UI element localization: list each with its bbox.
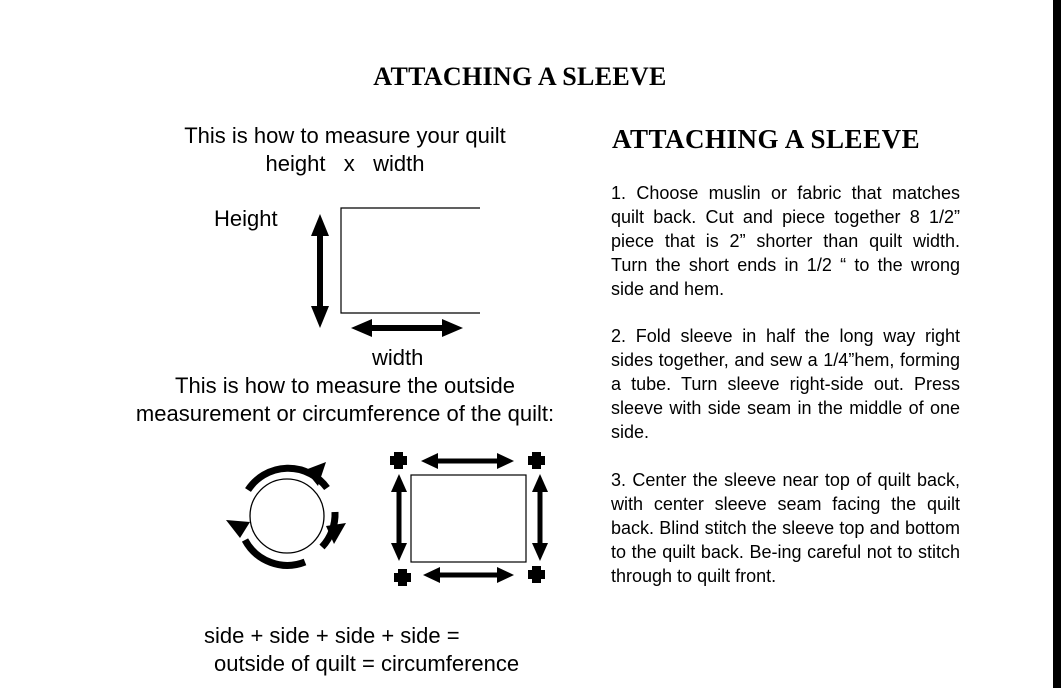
circle-arc-left [245,540,305,565]
formula-line2: outside of quilt = circumference [214,651,520,676]
section-heading: ATTACHING A SLEEVE [612,124,921,154]
step-1: 1. Choose muslin or fabric that matches quilt back. Cut and piece together 8 1/2” piece that is 2” shorter than quilt width. Turn the short ends in 1/2 “ to the wrong side and hem. [611,183,960,299]
corner-markers [390,452,545,586]
left-arrow-up [391,474,407,492]
corner-bottom-left [394,569,411,586]
corner-bottom-right [528,566,545,583]
circle-diagram [226,462,346,565]
right-arrow-down [532,543,548,561]
inner-circle [250,479,324,553]
corner-top-left [390,452,407,469]
top-arrow-left [421,453,438,469]
circle-arrowhead-left [226,520,250,538]
width-arrow-left [351,319,372,337]
width-label: width [372,345,424,370]
measure-intro-line2: height x width [265,151,425,176]
measure-intro-line1: This is how to measure your quilt [184,123,506,148]
height-arrow-up [311,214,329,236]
formula-line1: side + side + side + side = [204,623,460,648]
bottom-arrow-left [423,567,440,583]
page-title: ATTACHING A SLEEVE [373,62,667,91]
corner-top-right [528,452,545,469]
left-arrow-down [391,543,407,561]
top-arrow-right [497,453,514,469]
outside-intro-line1: This is how to measure the outside [175,373,515,398]
step-3: 3. Center the sleeve near top of quilt back, with center sleeve seam facing the quilt back. Blind stitch the sleeve top and bottom to the quilt back. Be-ing careful not to stitch through to quilt front. [611,470,960,586]
height-arrow-down [311,306,329,328]
height-label: Height [214,206,278,231]
bottom-arrow-right [497,567,514,583]
quilt-rect [341,208,480,313]
quilt-square [411,475,526,562]
height-width-diagram [311,208,480,337]
right-arrow-up [532,474,548,492]
step-2: 2. Fold sleeve in half the long way right sides together, and sew a 1/4”hem, forming a tube. Turn sleeve right-side out. Press sleeve with side seam in the middle of one side. [611,326,960,442]
width-arrow-right [442,319,463,337]
square-diagram [390,452,548,586]
outside-intro-line2: measurement or circumference of the quilt: [135,401,555,426]
